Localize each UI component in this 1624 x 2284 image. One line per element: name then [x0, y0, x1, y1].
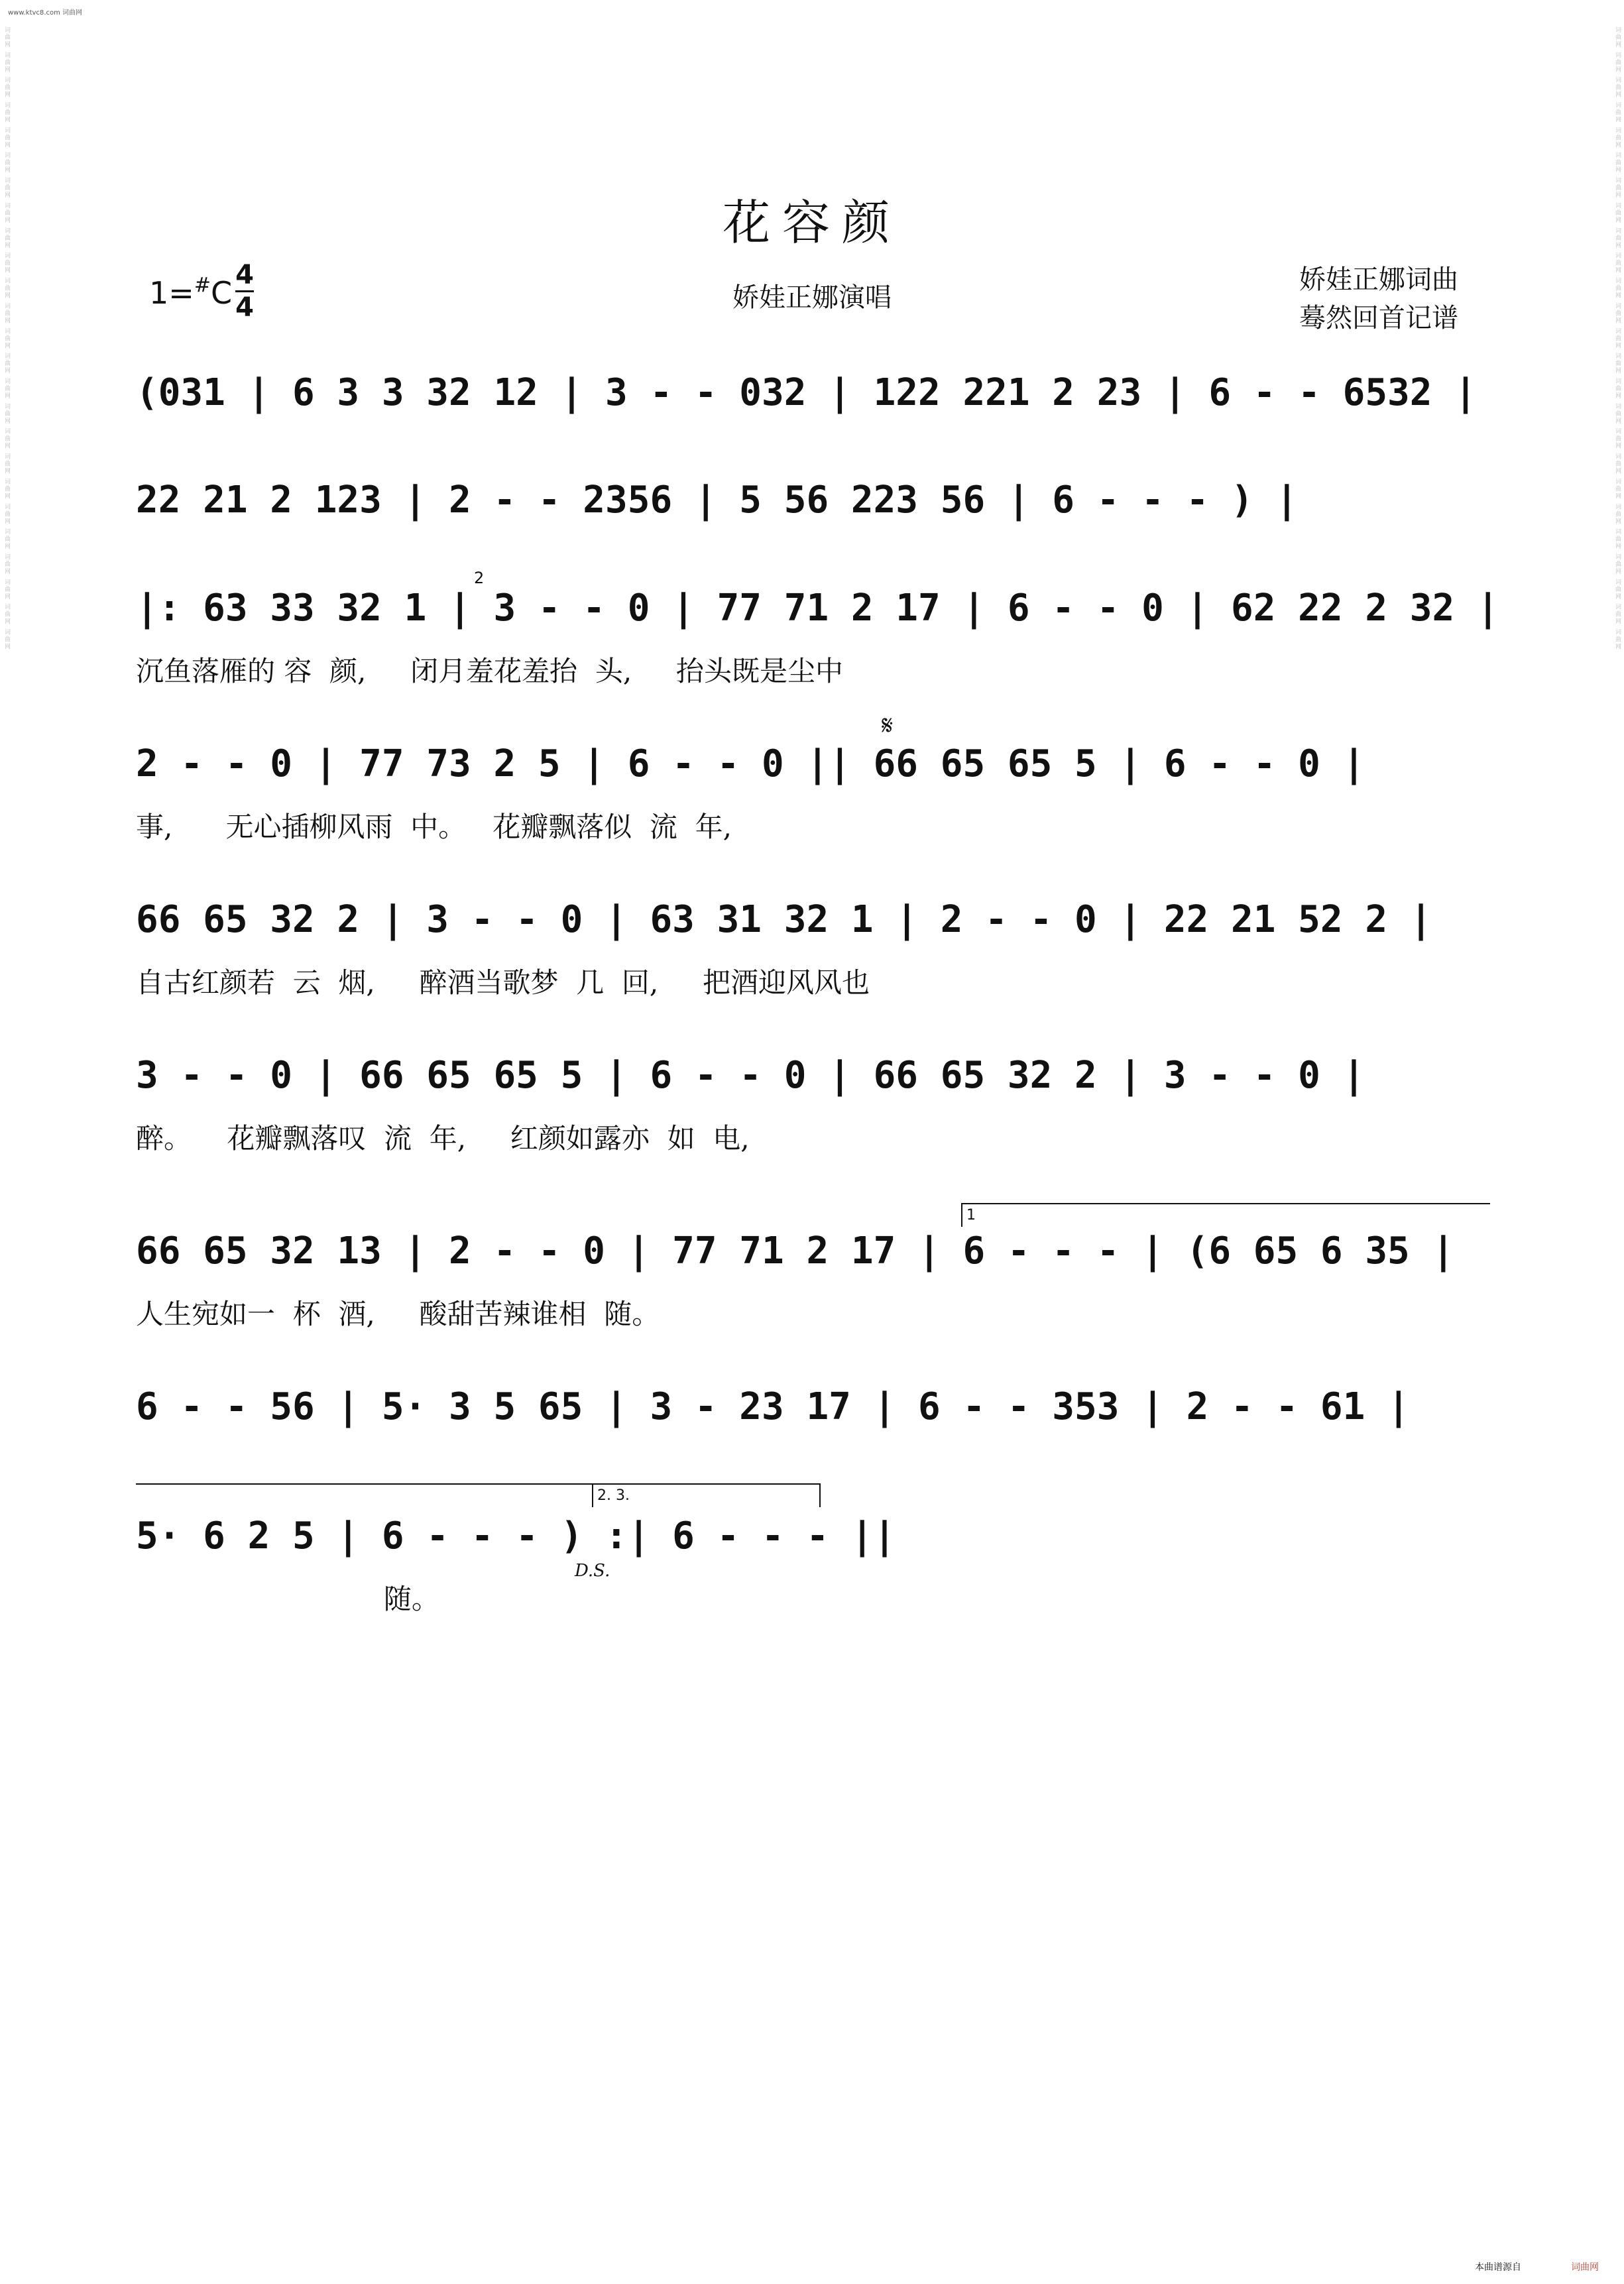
lyric-line-3: 沉鱼落雁的 容 颜, 闭月羞花羞抬 头, 抬头既是尘中 — [136, 655, 843, 687]
volta-1-continued — [136, 1483, 594, 1507]
site-header: www.ktvc8.com 词曲网 — [8, 9, 83, 17]
lyric-line-5: 自古红颜若 云 烟, 醉酒当歌梦 几 回, 把酒迎风风也 — [136, 966, 870, 999]
key-note: C — [210, 275, 233, 311]
key-prefix: 1= — [149, 275, 194, 311]
volta-2-3 — [592, 1483, 821, 1507]
footer-source: 本曲谱源自 — [1475, 2262, 1521, 2273]
side-watermark-right: 词曲网 词曲网 词曲网 词曲网 词曲网 词曲网 词曲网 词曲网 词曲网 词曲网 词曲网 词曲网 词曲网 词曲网 词曲网 词曲网 词曲网 词曲网 词曲网 词曲网 词曲网 词曲网 词曲网 词曲网 词曲网 — [1614, 27, 1621, 651]
segno-icon: 𝄋 — [882, 711, 894, 741]
credit-transcriber: 蓦然回首记谱 — [1299, 303, 1458, 333]
notation-line-4: 2 - - 0 | 77 73 2 5 | 6 - - 0 || 66 65 65 5 | 6 - - 0 | — [136, 742, 1365, 785]
volta-2-3-label: 2. 3. — [597, 1487, 630, 1504]
volta-1 — [961, 1203, 1490, 1227]
sharp-icon: # — [194, 274, 211, 297]
song-title: 花容颜 — [722, 195, 901, 251]
notation-line-2: 22 21 2 123 | 2 - - 2356 | 5 56 223 56 | 6 - - - ) | — [136, 479, 1299, 522]
lyric-line-7: 人生宛如一 杯 酒, 酸甜苦辣谁相 随。 — [136, 1298, 660, 1330]
credit-lyrics-music: 娇娃正娜词曲 — [1299, 264, 1458, 295]
footer-site[interactable]: 词曲网 — [1571, 2262, 1599, 2273]
notation-line-3: |: 63 33 32 1 | 3 - - 0 | 77 71 2 17 | 6 - - 0 | 62 22 2 32 | — [136, 587, 1499, 630]
lyric-line-4: 事, 无心插柳风雨 中。 花瓣飘落似 流 年, — [136, 811, 732, 843]
grace-note: 2 — [474, 569, 485, 587]
notation-line-9: 5· 6 2 5 | 6 - - - ) :| 6 - - - || — [136, 1514, 896, 1558]
time-signature-top: 4 — [235, 260, 254, 290]
notation-line-5: 66 65 32 2 | 3 - - 0 | 63 31 32 1 | 2 - - 0 | 22 21 52 2 | — [136, 898, 1432, 941]
notation-line-6: 3 - - 0 | 66 65 65 5 | 6 - - 0 | 66 65 32 2 | 3 - - 0 | — [136, 1054, 1365, 1097]
notation-line-1: (031 | 6 3 3 32 12 | 3 - - 032 | 122 221 2 23 | 6 - - 6532 | — [136, 371, 1477, 414]
notation-line-8: 6 - - 56 | 5· 3 5 65 | 3 - 23 17 | 6 - - 353 | 2 - - 61 | — [136, 1385, 1410, 1428]
side-watermark-left: 词曲网 词曲网 词曲网 词曲网 词曲网 词曲网 词曲网 词曲网 词曲网 词曲网 词曲网 词曲网 词曲网 词曲网 词曲网 词曲网 词曲网 词曲网 词曲网 词曲网 词曲网 词曲网 词曲网 词曲网 词曲网 — [3, 27, 10, 651]
dal-segno: D.S. — [575, 1561, 610, 1581]
notation-line-7: 66 65 32 13 | 2 - - 0 | 77 71 2 17 | 6 - - - | (6 65 6 35 | — [136, 1229, 1455, 1273]
volta-1-label: 1 — [966, 1207, 976, 1224]
singer: 娇娃正娜演唱 — [732, 282, 892, 313]
lyric-line-9: 随。 — [136, 1583, 439, 1615]
lyric-line-6: 醉。 花瓣飘落叹 流 年, 红颜如露亦 如 电, — [136, 1122, 750, 1155]
time-signature-bottom: 4 — [235, 292, 254, 323]
